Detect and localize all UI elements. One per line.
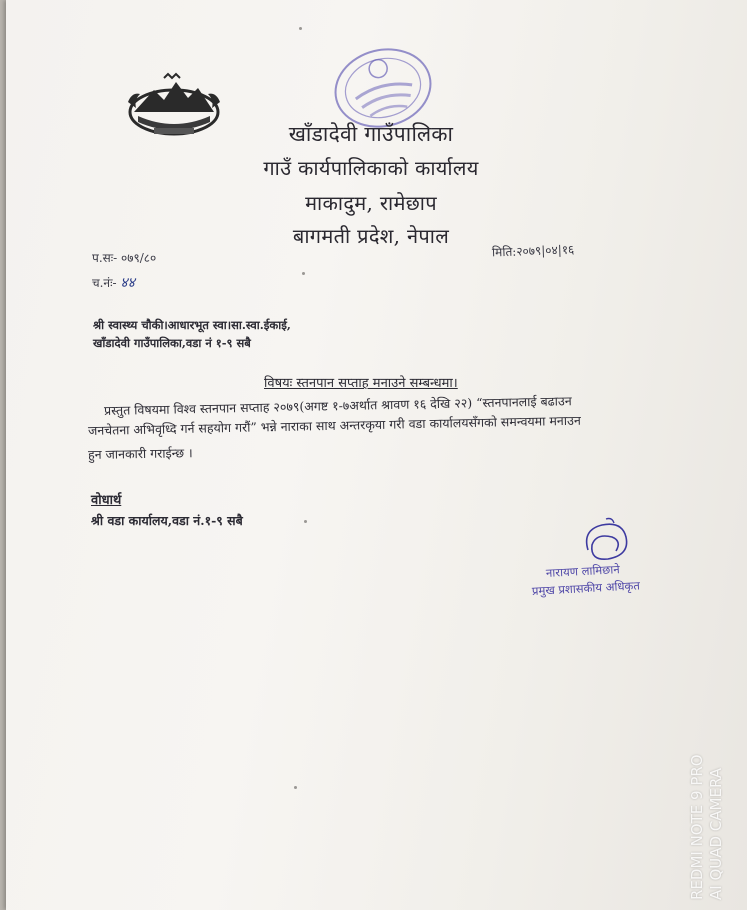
cc-title: वोधार्थ — [91, 493, 122, 508]
body-line-1: प्रस्तुत विषयमा विश्व स्तनपान सप्ताह २०७९(अगष्ट १-७अर्थात श्रावण १६ देखि २२) “स्तनपानलाई बढाउन — [103, 393, 572, 418]
camera-watermark-line-1: REDMI NOTE 9 PRO — [688, 754, 706, 900]
paper-speck — [299, 27, 302, 30]
letterhead-line-4: बागमती प्रदेश, नेपाल — [292, 224, 450, 248]
letter-date: मिति:२०७९|०४|१६ — [491, 242, 575, 260]
body-line-3: हुन जानकारी गराईन्छ । — [87, 445, 193, 462]
camera-watermark — [688, 754, 726, 900]
paper-speck — [294, 786, 297, 789]
paper-speck — [304, 520, 307, 523]
officer-designation-stamp: प्रमुख प्रशासकीय अधिकृत — [531, 578, 641, 598]
letterhead-line-2: गाउँ कार्यपालिकाको कार्यालय — [263, 156, 479, 180]
dispatch-value: ४४ — [120, 275, 135, 291]
cc-line-1: श्री वडा कार्यालय,वडा नं.१-९ सबै — [91, 513, 243, 528]
subject-line: विषयः स्तनपान सप्ताह मनाउने सम्बन्धमा। — [264, 376, 458, 391]
body-line-2: जनचेतना अभिवृध्दि गर्न सहयोग गरौं” भन्ने नाराका साथ अन्तरकृया गरी वडा कार्यालयसँगको समन्वयमा मनाउन — [87, 412, 581, 438]
letterhead-line-3: माकादुम, रामेछाप — [305, 191, 437, 215]
dispatch-number — [92, 273, 135, 292]
officer-name-stamp: नारायण लामिछाने — [545, 562, 620, 580]
camera-watermark-line-2: AI QUAD CAMERA — [707, 767, 725, 900]
signature-mark — [578, 515, 638, 565]
letterhead-line-1: खाँडादेवी गाउँपालिका — [288, 122, 454, 146]
dispatch-label: च.नंः- — [92, 276, 117, 290]
letter-number: प.सः- ०७९/८० — [92, 251, 157, 265]
paper-speck — [302, 272, 305, 275]
recipient-line-2: खाँडादेवी गाउँपालिका,वडा नं १-९ सबै — [93, 336, 251, 350]
recipient-line-1: श्री स्वास्थ्य चौकी।आधारभूत स्वा।सा.स्वा.ईकाई, — [93, 318, 291, 332]
document-paper — [6, 0, 747, 910]
